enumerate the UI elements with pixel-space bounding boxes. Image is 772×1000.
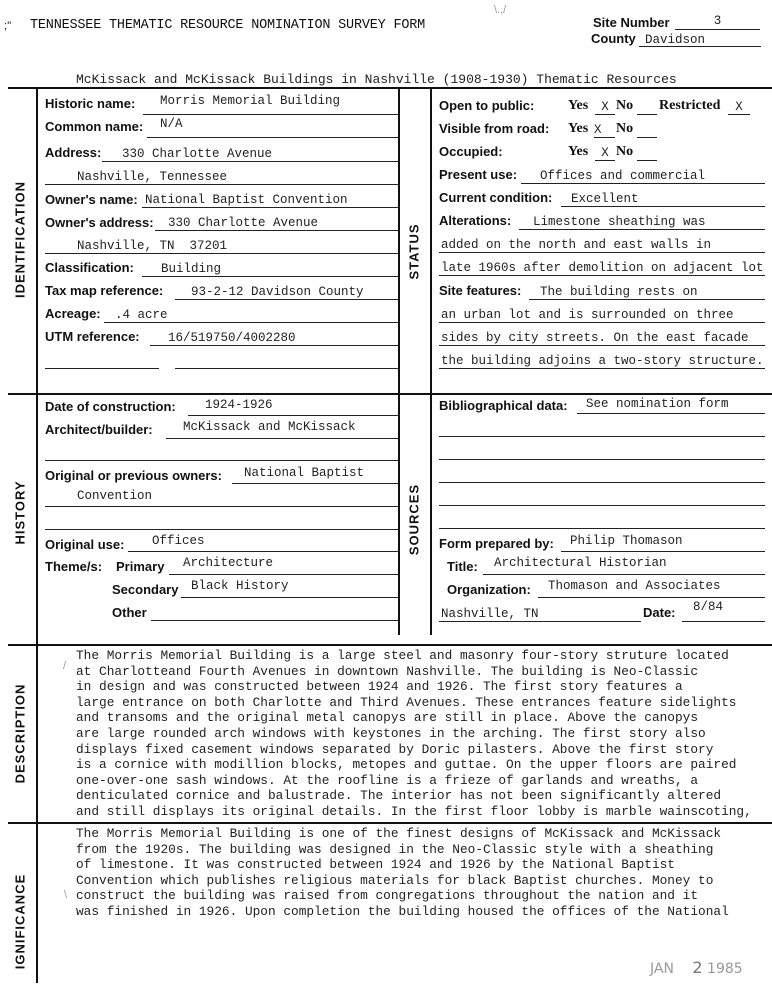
section-significance: IGNIFICANCE bbox=[12, 873, 28, 970]
address-label: Address: bbox=[45, 145, 102, 160]
primary-underline bbox=[169, 574, 398, 575]
architect-label: Architect/builder: bbox=[45, 422, 153, 437]
open-yes-checkbox[interactable] bbox=[595, 100, 615, 115]
blank-underline-a bbox=[45, 368, 159, 369]
alterations-line-1[interactable]: Limestone sheathing was bbox=[533, 215, 706, 229]
owners-address-underline-2 bbox=[45, 253, 398, 254]
title-underline bbox=[483, 574, 765, 575]
owners-underline-3 bbox=[45, 529, 398, 530]
present-use-underline bbox=[521, 183, 765, 184]
site-features-underline-2 bbox=[439, 322, 765, 323]
original-owners-label: Original or previous owners: bbox=[45, 468, 222, 483]
owners-underline-1 bbox=[232, 483, 398, 484]
description-line: at Charlotteand Fourth Avenues in downtown Nashville. The building is Neo-Classic bbox=[76, 663, 699, 679]
form-date-label: Date: bbox=[643, 605, 676, 620]
bibliographical-line-4 bbox=[439, 482, 765, 483]
address-line1-field[interactable]: 330 Charlotte Avenue bbox=[122, 147, 273, 161]
organization-underline bbox=[538, 597, 765, 598]
significance-line: construct the building was raised from congregations throughout the nation and it bbox=[76, 888, 699, 904]
tax-map-underline bbox=[175, 299, 398, 300]
description-line: and transoms and the original metal canopys are still in place. Above the canopys bbox=[76, 710, 699, 726]
historic-name-field[interactable]: Morris Memorial Building bbox=[160, 94, 341, 108]
county-value: Davidson bbox=[645, 33, 706, 47]
occupied-yes-checkbox[interactable] bbox=[595, 146, 615, 161]
restricted-checkbox[interactable] bbox=[728, 100, 750, 115]
visible-yes-mark: X bbox=[594, 123, 602, 137]
visible-yes-checkbox[interactable] bbox=[594, 123, 615, 138]
original-owners-line2-field[interactable]: Convention bbox=[77, 489, 153, 503]
site-number-label: Site Number bbox=[593, 15, 670, 30]
site-features-label: Site features: bbox=[439, 283, 522, 298]
section-history: HISTORY bbox=[12, 480, 28, 545]
prepared-by-field[interactable]: Philip Thomason bbox=[570, 534, 683, 548]
check-mark: / bbox=[63, 660, 67, 672]
acreage-label: Acreage: bbox=[45, 306, 101, 321]
visible-yes-label: Yes bbox=[568, 121, 589, 136]
bibliographical-field[interactable]: See nomination form bbox=[586, 397, 729, 411]
site-features-line-4[interactable]: the building adjoins a two-story structure. bbox=[441, 354, 764, 368]
acreage-field[interactable]: .4 acre bbox=[115, 308, 168, 322]
occupied-no-checkbox[interactable] bbox=[637, 146, 657, 161]
classification-underline bbox=[142, 276, 398, 277]
secondary-underline bbox=[181, 597, 398, 598]
stamp-year: 1985 bbox=[707, 961, 743, 977]
present-use-field[interactable]: Offices and commercial bbox=[540, 169, 706, 183]
restricted-mark: X bbox=[735, 100, 743, 114]
utm-label: UTM reference: bbox=[45, 329, 140, 344]
bibliographical-line-2 bbox=[439, 436, 765, 437]
current-condition-label: Current condition: bbox=[439, 190, 553, 205]
significance-line: from the 1920s. The building was designed in the Neo-Classic style with a sheathing bbox=[76, 841, 714, 857]
current-condition-underline bbox=[561, 206, 765, 207]
site-number-value: 3 bbox=[713, 14, 722, 28]
thematic-subtitle: McKissack and McKissack Buildings in Nashville (1908-1930) Thematic Resources bbox=[76, 72, 677, 87]
date-of-construction-field[interactable]: 1924-1926 bbox=[205, 398, 273, 412]
significance-line: of limestone. It was constructed between 1924 and 1926 by the National Baptist bbox=[76, 857, 675, 873]
site-features-underline-1 bbox=[529, 299, 765, 300]
form-title: TENNESSEE THEMATIC RESOURCE NOMINATION SURVEY FORM bbox=[30, 18, 426, 33]
open-no-checkbox[interactable] bbox=[637, 100, 657, 115]
secondary-theme-field[interactable]: Black History bbox=[191, 579, 289, 593]
original-use-underline bbox=[128, 551, 398, 552]
prepared-by-underline bbox=[561, 551, 765, 552]
visible-no-checkbox[interactable] bbox=[637, 123, 657, 138]
left-section-divider bbox=[36, 88, 38, 983]
description-line: large entrance on both Charlotte and Third Avenues. These entrances feature sidelights bbox=[76, 694, 737, 710]
county-field[interactable] bbox=[639, 33, 761, 47]
corner-mark: ;" bbox=[4, 20, 12, 32]
scan-dot: \ bbox=[64, 889, 68, 901]
original-owners-line1-field[interactable]: National Baptist bbox=[244, 466, 365, 480]
occupied-label: Occupied: bbox=[439, 144, 503, 159]
original-use-label: Original use: bbox=[45, 537, 125, 552]
owners-address-label: Owner's address: bbox=[45, 215, 154, 230]
significance-line: was finished in 1926. Upon completion the building housed the offices of the National bbox=[76, 903, 729, 919]
bibliographical-line-6 bbox=[439, 528, 765, 529]
alterations-underline-3 bbox=[439, 275, 765, 276]
architect-underline-2 bbox=[45, 460, 398, 461]
organization-field[interactable]: Thomason and Associates bbox=[548, 579, 721, 593]
historic-name-underline bbox=[143, 114, 398, 115]
themes-label: Theme/s: bbox=[45, 559, 103, 574]
form-date-field[interactable]: 8/84 bbox=[693, 600, 724, 614]
county-label: County bbox=[591, 31, 636, 46]
present-use-label: Present use: bbox=[439, 167, 518, 182]
owners-address-line1-field[interactable]: 330 Charlotte Avenue bbox=[168, 216, 319, 230]
significance-line: Convention which publishes religious materials for black Baptist churches. Money to bbox=[76, 872, 714, 888]
tax-map-label: Tax map reference: bbox=[45, 283, 164, 298]
alterations-underline-2 bbox=[439, 252, 765, 253]
stamp-day: 2 bbox=[692, 958, 703, 977]
description-line: one-over-one sash windows. At the roofline is a frieze of garlands and wreaths, a bbox=[76, 772, 699, 788]
historic-name-label: Historic name: bbox=[45, 96, 136, 111]
section-sources: SOURCES bbox=[406, 483, 422, 556]
description-line: in design and was constructed between 1924 and 1926. The first story features a bbox=[76, 679, 683, 695]
tax-map-field[interactable]: 93-2-12 Davidson County bbox=[191, 285, 364, 299]
utm-underline bbox=[150, 345, 398, 346]
description-line: are large rounded arch windows with keystones in the arching. The first story also bbox=[76, 725, 706, 741]
significance-line: The Morris Memorial Building is one of the finest designs of McKissack and McKissack bbox=[76, 826, 722, 841]
address-underline-1 bbox=[102, 161, 398, 162]
visible-no-label: No bbox=[616, 121, 634, 136]
other-underline bbox=[151, 620, 398, 621]
open-yes-label: Yes bbox=[568, 98, 589, 113]
restricted-label: Restricted bbox=[659, 98, 721, 113]
description-significance-border bbox=[8, 822, 772, 824]
other-theme-label: Other bbox=[112, 605, 147, 620]
address-line2-field[interactable]: Nashville, Tennessee bbox=[77, 170, 228, 184]
title-field[interactable]: Architectural Historian bbox=[494, 556, 667, 570]
alterations-underline-1 bbox=[519, 229, 765, 230]
section-identification: IDENTIFICATION bbox=[12, 180, 28, 299]
occupied-yes-label: Yes bbox=[568, 144, 589, 159]
primary-theme-label: Primary bbox=[116, 559, 165, 574]
visible-from-road-label: Visible from road: bbox=[439, 121, 550, 136]
architect-underline bbox=[166, 438, 398, 439]
common-name-field[interactable]: N/A bbox=[160, 117, 183, 131]
common-name-label: Common name: bbox=[45, 119, 144, 134]
location-field[interactable]: Nashville, TN bbox=[441, 607, 539, 621]
architect-field[interactable]: McKissack and McKissack bbox=[183, 420, 356, 434]
owners-address-underline-1 bbox=[155, 230, 398, 231]
section-status: STATUS bbox=[406, 223, 422, 280]
organization-label: Organization: bbox=[447, 582, 531, 597]
history-description-border bbox=[8, 644, 772, 646]
prepared-by-label: Form prepared by: bbox=[439, 536, 554, 551]
alterations-line-3[interactable]: late 1960s after demolition on adjacent lot bbox=[441, 261, 764, 275]
site-features-underline-3 bbox=[439, 345, 765, 346]
occupied-no-label: No bbox=[616, 144, 634, 159]
bibliographical-line-5 bbox=[439, 505, 765, 506]
common-name-underline bbox=[147, 137, 398, 138]
original-use-field[interactable]: Offices bbox=[152, 534, 205, 548]
owners-name-field[interactable]: National Baptist Convention bbox=[145, 193, 348, 207]
owners-underline-2 bbox=[45, 506, 398, 507]
owners-name-underline bbox=[142, 207, 398, 208]
site-features-line-3[interactable]: sides by city streets. On the east facade bbox=[441, 331, 749, 345]
bibliographical-label: Bibliographical data: bbox=[439, 398, 568, 413]
site-features-underline-4 bbox=[439, 368, 765, 369]
owners-address-line2-field[interactable]: Nashville, TN 37201 bbox=[77, 239, 228, 253]
open-to-public-label: Open to public: bbox=[439, 98, 535, 113]
location-underline bbox=[439, 621, 641, 622]
title-label: Title: bbox=[447, 559, 478, 574]
significance-text bbox=[76, 826, 729, 920]
date-underline bbox=[188, 415, 398, 416]
site-number-field[interactable] bbox=[675, 14, 760, 30]
identification-history-border bbox=[8, 393, 772, 395]
classification-field[interactable]: Building bbox=[161, 262, 222, 276]
open-no-label: No bbox=[616, 98, 634, 113]
description-line: The Morris Memorial Building is a large steel and masonry four-story struture located bbox=[76, 648, 729, 663]
form-date-underline bbox=[682, 621, 765, 622]
description-line: displays fixed casement windows separated by Doric pilasters. Above the first story bbox=[76, 741, 714, 757]
alterations-line-2[interactable]: added on the north and east walls in bbox=[441, 238, 712, 252]
stamp-month: JAN bbox=[650, 961, 674, 977]
classification-label: Classification: bbox=[45, 260, 134, 275]
middle-divider-left bbox=[398, 88, 400, 635]
section-description: DESCRIPTION bbox=[12, 683, 28, 784]
description-text bbox=[76, 648, 752, 820]
description-line: denticulated cornice and balustrade. The interior has not been significantly altered bbox=[76, 788, 722, 804]
date-of-construction-label: Date of construction: bbox=[45, 399, 176, 414]
form-top-border bbox=[8, 87, 772, 89]
secondary-theme-label: Secondary bbox=[112, 582, 179, 597]
utm-field[interactable]: 16/519750/4002280 bbox=[168, 331, 296, 345]
site-features-line-2[interactable]: an urban lot and is surrounded on three bbox=[441, 308, 734, 322]
bibliographical-line-3 bbox=[439, 459, 765, 460]
current-condition-field[interactable]: Excellent bbox=[571, 192, 639, 206]
description-line: is a cornice with modillion blocks, metopes and guttae. On the upper floors are paired bbox=[76, 757, 737, 773]
occupied-yes-mark: X bbox=[601, 146, 609, 160]
acreage-underline bbox=[104, 322, 398, 323]
middle-divider-right bbox=[430, 88, 432, 635]
description-line: and still displays its original details. In the first floor lobby is marble wainscoting, bbox=[76, 803, 752, 819]
open-yes-mark: X bbox=[601, 100, 609, 114]
received-date-stamp bbox=[650, 958, 743, 977]
site-features-line-1[interactable]: The building rests on bbox=[540, 285, 698, 299]
primary-theme-field[interactable]: Architecture bbox=[183, 556, 274, 570]
scan-mark: \.,/ bbox=[494, 4, 507, 16]
address-underline-2 bbox=[45, 184, 398, 185]
owners-name-label: Owner's name: bbox=[45, 192, 138, 207]
blank-underline-b bbox=[175, 368, 398, 369]
bibliographical-underline bbox=[577, 413, 765, 414]
alterations-label: Alterations: bbox=[439, 213, 512, 228]
